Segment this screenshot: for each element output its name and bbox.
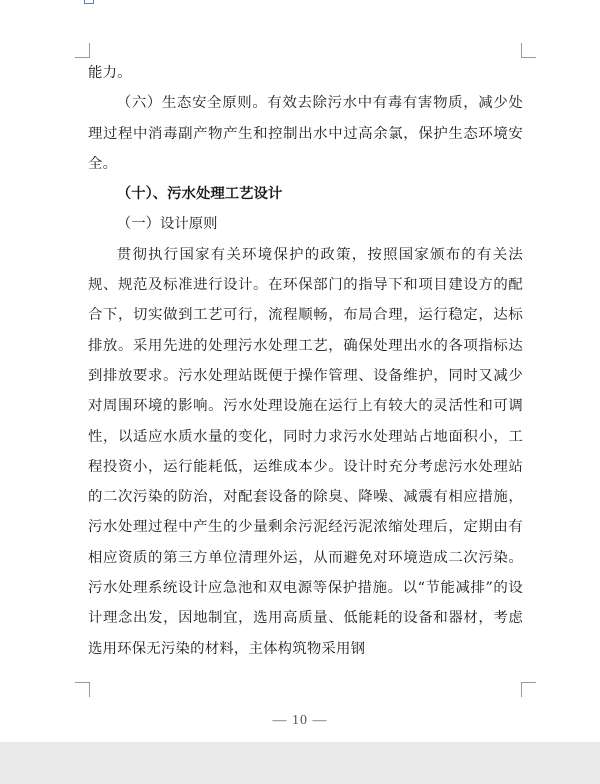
crop-mark-bottom-right	[521, 682, 536, 697]
crop-mark-bottom-left	[75, 682, 90, 697]
paragraph-ecological-safety: （六）生态安全原则。有效去除污水中有毒有害物质，减少处理过程中消毒副产物产生和控制出水中过高余氯，保护生态环境安全。	[88, 95, 523, 172]
crop-mark-top-right	[521, 43, 536, 58]
subsection-heading: （一）设计原则	[116, 216, 218, 233]
section-heading: （十）、污水处理工艺设计	[116, 185, 283, 203]
paragraph-design-principles: 贯彻执行国家有关环境保护的政策，按照国家颁布的有关法规、规范及标准进行设计。在环保部门的指导下和项目建设方的配合下，切实做到工艺可行，流程顺畅，布局合理，运行稳定，达标排放。采用先进的处理污水处理工艺，确保处理出水的各项指标达到排放要求。污水处理站既便于操作管理、设备维护，同时又减少对周围环境的影响。污水处理设施在运行上有较大的灵活性和可调性，以适应水质水量的变化，同时力求污水处理站占地面积小，工程投资小，运行能耗低，运维成本少。设计时充分考虑污水处理站的二次污染的防治，对配套设备的除臭、降噪、减震有相应措施，污水处理过程中产生的少量剩余污泥经污泥浓缩处理后，定期由有相应资质的第三方单位清理外运，从而避免对环境造成二次污染。污水处理系统设计应急池和双电源等保护措施。以“节能减排”的设计理念出发，因地制宜，选用高质量、低能耗的设备和器材，考虑选用环保无污染的材料，主体构筑物采用钢	[88, 246, 523, 657]
document-body[interactable]	[88, 58, 523, 664]
crop-mark-top-left	[75, 43, 90, 58]
page-number: — 10 —	[272, 713, 328, 728]
paragraph-continuation: 能力。	[88, 65, 132, 81]
cursor-marker-icon	[84, 0, 94, 4]
